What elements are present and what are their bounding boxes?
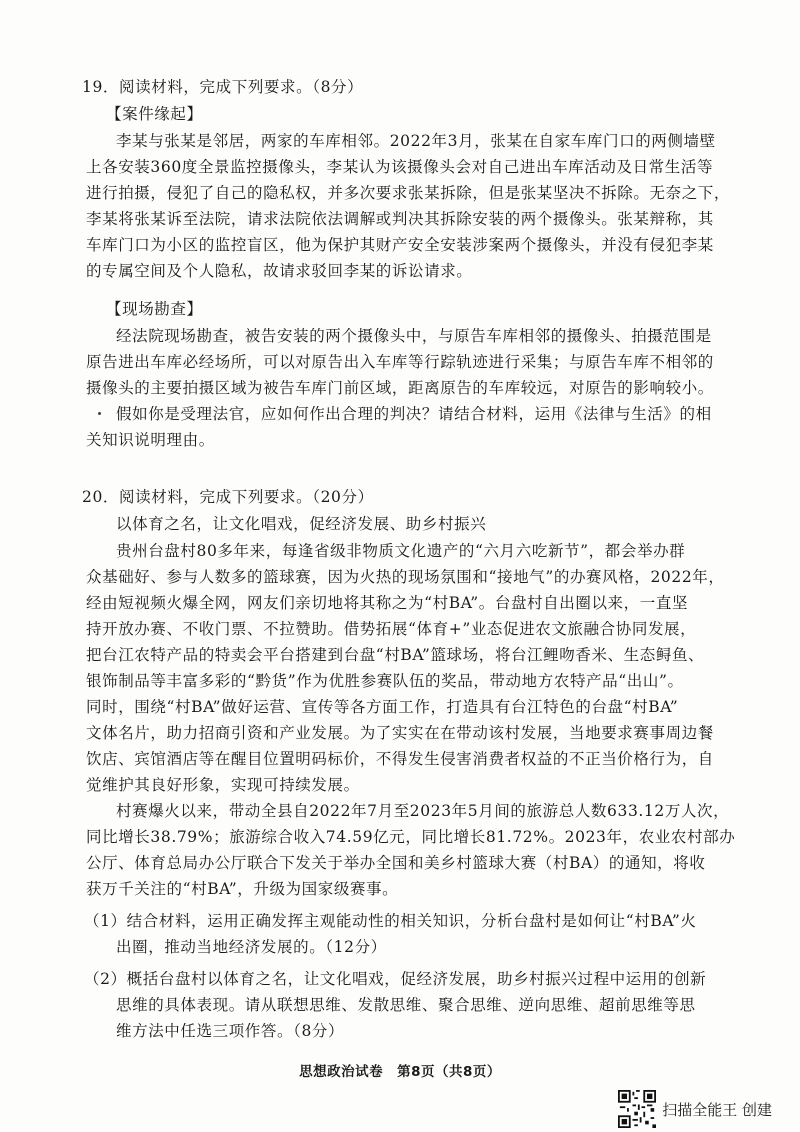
q20-para2-line: 村赛爆火以来，带动全县自2022年7月至2023年5月间的旅游总人数633.12万人次， xyxy=(116,802,730,820)
q20-subtitle: 以体育之名，让文化唱戏，促经济发展、助乡村振兴 xyxy=(116,515,487,533)
q20-para1-line: 银饰制品等丰富多彩的“黔货”作为优胜参赛队伍的奖品，带动地方农特产品“出山”。 xyxy=(86,672,684,690)
q20-para1-line: 文体名片，助力招商引资和产业发展。为了实实在在带动该村发展，当地要求赛事周边餐 xyxy=(86,724,714,742)
q20-item2-line: （2）概括台盘村以体育之名，让文化唱戏，促经济发展，助乡村振兴过程中运用的创新 xyxy=(84,970,707,988)
q20-para1-line: 饮店、宾馆酒店等在醒目位置明码标价，不得发生侵害消费者权益的不正当价格行为，自 xyxy=(86,750,714,768)
q20-item1-line: 出圈，推动当地经济发展的。（12分） xyxy=(116,938,387,956)
q19-origin-line: 李某与张某是邻居，两家的车库相邻。2022年3月，张某在自家车库门口的两侧墙壁 xyxy=(116,132,716,150)
q19-origin-line: 上各安装360度全景监控摄像头，李某认为该摄像头会对自己进出车库活动及日常生活等 xyxy=(86,158,714,176)
q20-item2-line: 思维的具体表现。请从联想思维、发散思维、聚合思维、逆向思维、超前思维等思 xyxy=(116,996,696,1014)
q20-para1-line: 持开放办赛、不收门票、不拉赞助。借势拓展“体育+”业态促进农文旅融合协同发展， xyxy=(86,620,697,638)
qr-code-icon xyxy=(618,1090,656,1128)
scanner-watermark xyxy=(618,1090,772,1128)
watermark-text: 扫描全能王 创建 xyxy=(662,1100,772,1119)
q20-para2-line: 获万千关注的“村BA”，升级为国家级赛事。 xyxy=(86,880,399,898)
q19-origin-line: 车库门口为小区的监控盲区，他为保护其财产安全安装涉案两个摄像头，并没有侵犯李某 xyxy=(86,236,714,254)
q20-para1-line: 觉维护其良好形象，实现可持续发展。 xyxy=(86,776,360,794)
q19-survey-line: 原告进出车库必经场所，可以对原告出入车库等行踪轨迹进行采集；与原告车库不相邻的 xyxy=(86,353,714,371)
q19-section-survey: 【现场勘查】 xyxy=(106,300,203,318)
q20-para2-line: 同比增长38.79%；旅游综合收入74.59亿元，同比增长81.72%。2023年，农业农村部办 xyxy=(86,828,736,846)
q19-survey-line: 摄像头的主要拍摄区域为被告车库门前区域，距离原告的车库较远，对原告的影响较小。 xyxy=(86,379,714,397)
q19-section-origin: 【案件缘起】 xyxy=(106,105,203,123)
q19-question-line: 关知识说明理由。 xyxy=(86,431,215,449)
q19-title: 19．阅读材料，完成下列要求。（8分） xyxy=(82,78,364,96)
q19-survey-line: 经法院现场勘查，被告安装的两个摄像头中，与原告车库相邻的摄像头、拍摄范围是 xyxy=(116,327,712,345)
q20-para1-line: 把台江农特产品的特卖会平台搭建到台盘“村BA”篮球场，将台江鲤吻香米、生态鲟鱼、 xyxy=(86,646,705,664)
q20-para2-line: 公厅、体育总局办公厅联合下发关于举办全国和美乡村篮球大赛（村BA）的通知，将收 xyxy=(86,854,706,872)
q19-origin-line: 李某将张某诉至法院，请求法院依法调解或判决其拆除安装的两个摄像头。张某辩称，其 xyxy=(86,210,714,228)
q20-item1-line: （1）结合材料，运用正确发挥主观能动性的相关知识，分析台盘村是如何让“村BA”火 xyxy=(84,912,697,930)
q20-para1-line: 贵州台盘村80多年来，每逢省级非物质文化遗产的“六月六吃新节”，都会举办群 xyxy=(116,542,686,560)
q19-origin-line: 进行拍摄，侵犯了自己的隐私权，并多次要求张某拆除，但是张某坚决不拆除。无奈之下， xyxy=(86,184,731,202)
q20-para1-line: 众基础好、参与人数多的篮球赛，因为火热的现场氛围和“接地气”的办赛风格，2022年， xyxy=(86,568,725,586)
q20-item2-line: 维方法中任选三项作答。（8分） xyxy=(116,1022,345,1040)
q20-para1-line: 经由短视频火爆全网，网友们亲切地将其称之为“村BA”。台盘村自出圈以来，一直坚 xyxy=(86,594,689,612)
q20-para1-line: 同时，围绕“村BA”做好运营、宣传等各方面工作，打造具有台江特色的台盘“村BA” xyxy=(86,698,679,716)
q19-origin-line: 的专属空间及个人隐私，故请求驳回李某的诉讼请求。 xyxy=(86,262,473,280)
q19-question-line: 假如你是受理法官，应如何作出合理的判决？请结合材料，运用《法律与生活》的相 xyxy=(116,405,712,423)
q20-title: 20．阅读材料，完成下列要求。（20分） xyxy=(82,488,374,506)
stray-dot xyxy=(98,412,101,415)
page-footer: 思想政治试卷 第8页（共8页） xyxy=(299,1064,501,1080)
